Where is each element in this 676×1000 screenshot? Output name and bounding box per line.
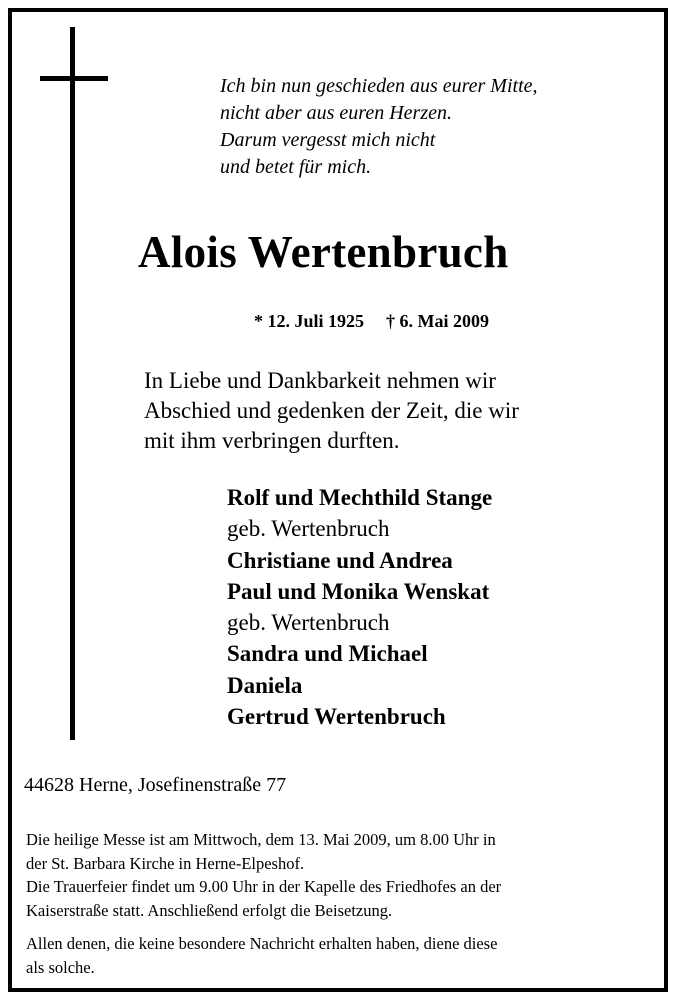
family-member: Rolf und Mechthild Stange	[227, 485, 493, 510]
cross-icon	[70, 27, 75, 740]
funeral-notice	[26, 828, 501, 979]
paragraph-gap	[26, 922, 501, 932]
family-member: Gertrud Wertenbruch	[227, 704, 446, 730]
notice-line: als solche.	[26, 957, 95, 977]
death-date: † 6. Mai 2009	[386, 311, 490, 331]
poem-line: Darum vergesst mich nicht	[220, 129, 436, 151]
poem-line: nicht aber aus euren Herzen.	[220, 102, 452, 124]
address: 44628 Herne, Josefinenstraße 77	[24, 774, 287, 796]
family-member: Daniela	[227, 672, 303, 698]
poem	[220, 73, 538, 181]
family-member-note: geb. Wertenbruch	[227, 610, 390, 636]
family-list	[227, 482, 492, 732]
deceased-name: Alois Wertenbruch	[138, 227, 509, 277]
intro-line: mit ihm verbringen durften.	[144, 428, 400, 453]
notice-line: der St. Barbara Kirche in Herne-Elpeshof.	[26, 853, 305, 873]
poem-line: und betet für mich.	[220, 156, 372, 178]
poem-line: Ich bin nun geschieden aus eurer Mitte,	[220, 75, 538, 97]
intro-text	[144, 366, 519, 456]
cross-icon-bar	[40, 76, 108, 81]
family-member: Paul und Monika Wenskat	[227, 578, 490, 604]
notice-line: Allen denen, die keine besondere Nachricht erhalten haben, diene diese	[26, 934, 498, 953]
family-member: Sandra und Michael	[227, 641, 428, 667]
family-member-note: geb. Wertenbruch	[227, 516, 390, 542]
life-dates	[254, 311, 489, 332]
intro-line: In Liebe und Dankbarkeit nehmen wir	[144, 368, 496, 393]
intro-line: Abschied und gedenken der Zeit, die wir	[144, 398, 519, 423]
birth-date: * 12. Juli 1925	[254, 311, 365, 331]
notice-line: Die Trauerfeier findet um 9.00 Uhr in der Kapelle des Friedhofes an der	[26, 877, 502, 896]
family-member: Christiane und Andrea	[227, 547, 453, 573]
notice-line: Kaiserstraße statt. Anschließend erfolgt die Beisetzung.	[26, 900, 393, 920]
notice-line: Die heilige Messe ist am Mittwoch, dem 13. Mai 2009, um 8.00 Uhr in	[26, 830, 496, 849]
